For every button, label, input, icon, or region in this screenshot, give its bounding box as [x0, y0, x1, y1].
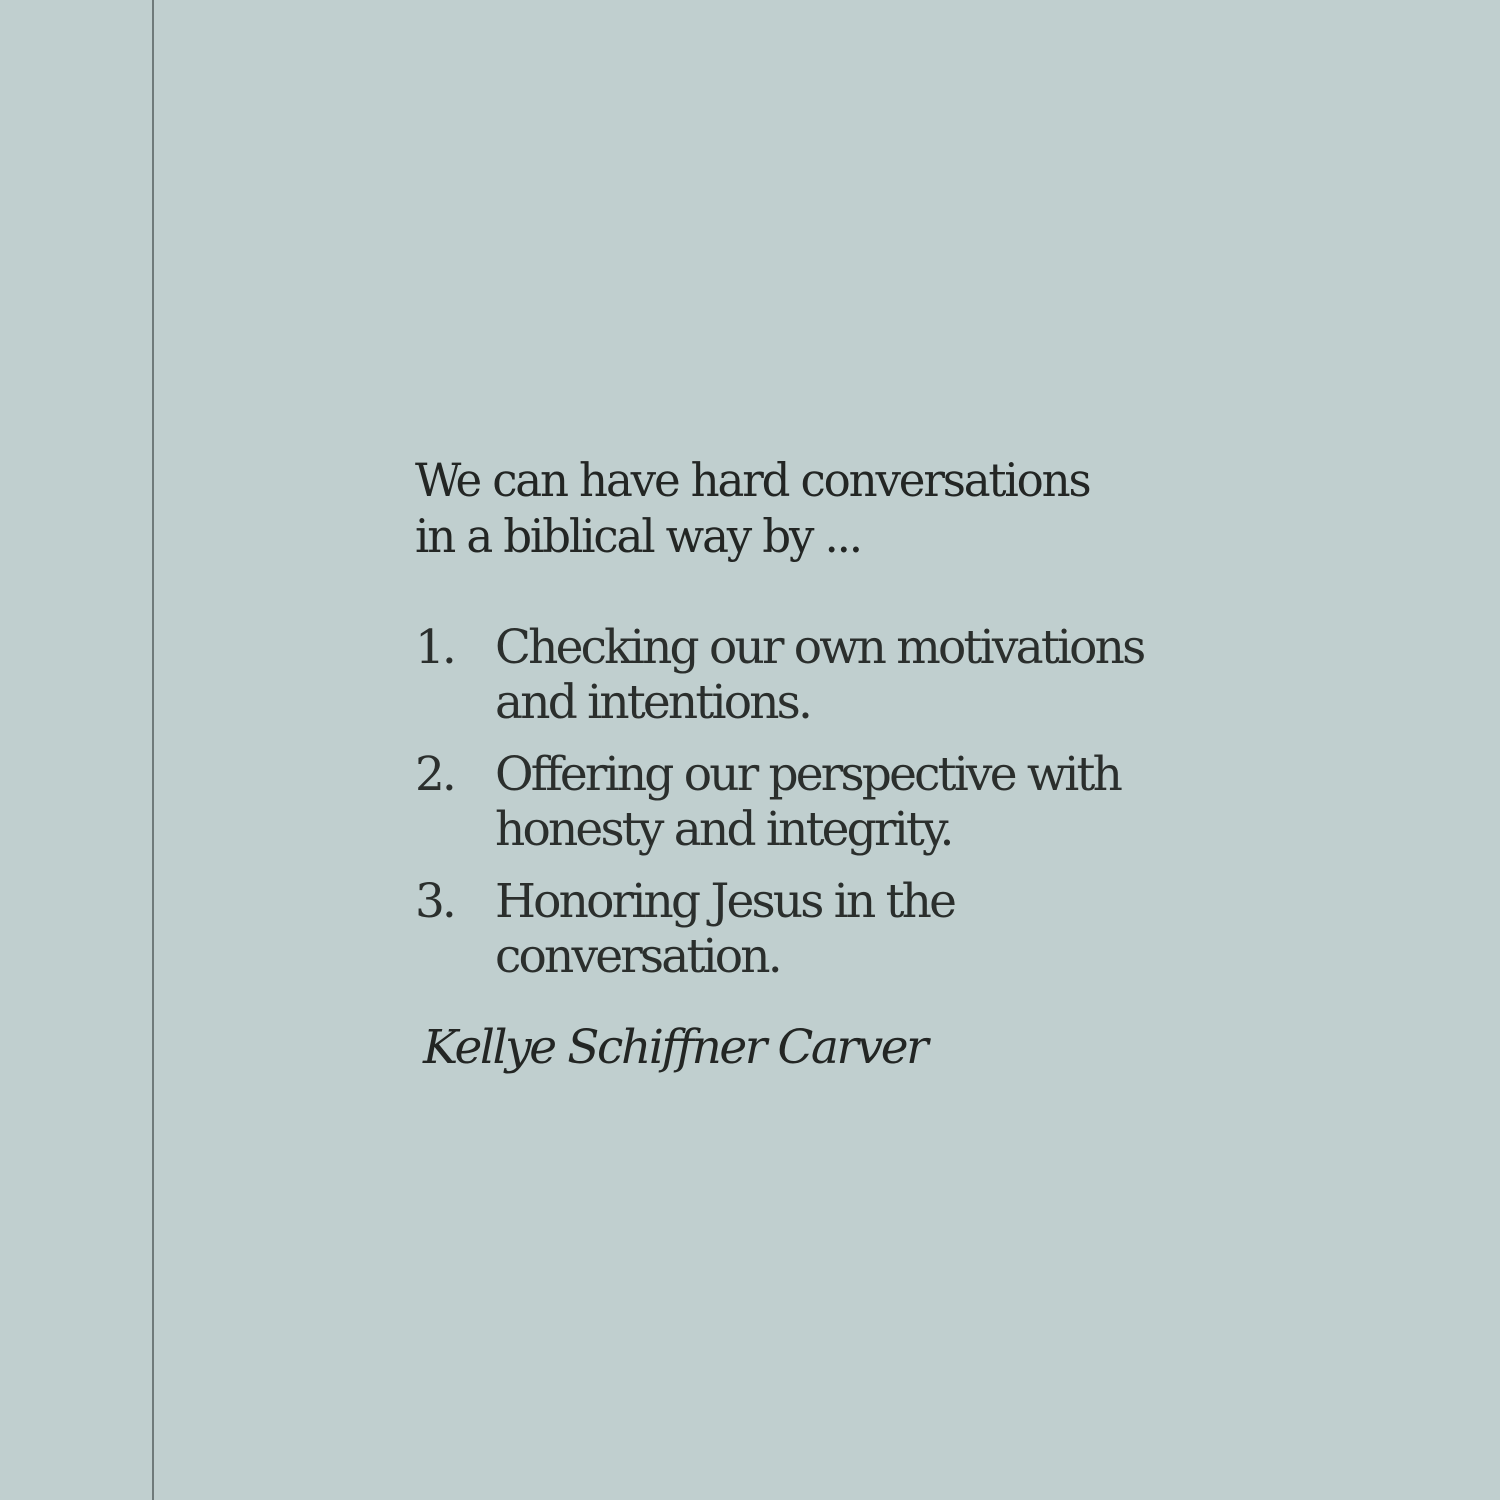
- quote-content: [415, 452, 1144, 1076]
- list-item-line: conversation.: [495, 929, 780, 984]
- quote-heading: [415, 452, 1101, 564]
- list-item-number: 2.: [415, 747, 454, 802]
- list-item-line: Offering our perspective with: [495, 747, 1121, 802]
- quote-author: Kellye Schiffner Carver: [423, 1020, 927, 1075]
- quote-heading-line: We can have hard conversations: [415, 453, 1090, 507]
- numbered-list: [415, 620, 1144, 984]
- list-item-text: [495, 620, 1144, 730]
- quote-heading-line: in a biblical way by ...: [415, 509, 861, 563]
- list-item-line: honesty and integrity.: [495, 802, 952, 857]
- list-item-number: 1.: [415, 620, 454, 675]
- list-item-text: [495, 874, 1105, 984]
- list-item: [415, 874, 1115, 984]
- list-item-line: and intentions.: [495, 675, 811, 730]
- list-item-line: Checking our own motivations: [495, 620, 1144, 675]
- list-item: [415, 620, 1144, 730]
- list-item-text: [495, 747, 1121, 857]
- list-item: [415, 747, 1121, 857]
- left-vertical-rule: [152, 0, 154, 1500]
- list-item-line: Honoring Jesus in the: [495, 874, 955, 929]
- list-item-number: 3.: [415, 874, 454, 929]
